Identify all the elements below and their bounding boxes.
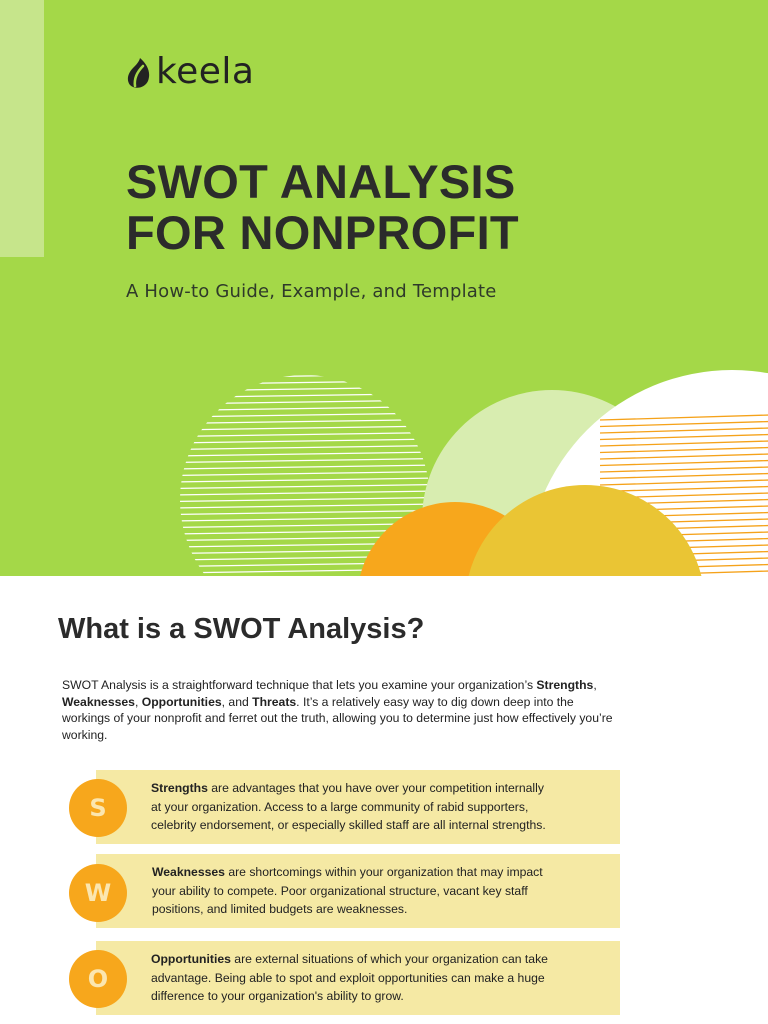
intro-separator: , — [134, 694, 142, 709]
logo-wordmark: keela — [156, 51, 255, 92]
intro-separator: , — [593, 678, 597, 692]
hatch-line — [170, 374, 440, 378]
letter-badge-w: W — [69, 864, 127, 922]
intro-separator: , and — [221, 694, 253, 709]
swot-description — [151, 950, 551, 1006]
title-line-1: SWOT ANALYSIS — [126, 155, 516, 208]
hatch-line — [170, 465, 440, 469]
hatch-line — [170, 433, 440, 437]
hatch-line — [170, 459, 440, 463]
swot-body: are shortcomings within your organization that may impact your ability to compete. Poor organizational structure, vacant key staff positions, and limited budgets are weaknesses. — [152, 865, 543, 917]
swot-term: Weaknesses — [152, 865, 225, 879]
hatch-line — [170, 420, 440, 424]
hatch-line — [170, 478, 440, 482]
letter-badge-s: S — [69, 779, 127, 837]
hatch-line — [170, 446, 440, 450]
page-subtitle: A How-to Guide, Example, and Template — [126, 281, 497, 302]
letter-badge-o: O — [69, 950, 127, 1008]
hatch-line — [170, 413, 440, 417]
swot-term: Opportunities — [151, 952, 231, 966]
intro-term-strengths: Strengths — [536, 678, 594, 692]
hatch-line — [170, 485, 440, 489]
hatch-line — [170, 439, 440, 443]
intro-term-weaknesses: Weaknesses — [62, 694, 135, 709]
hatch-line — [170, 511, 440, 515]
hatch-line — [170, 498, 440, 502]
intro-term-threats: Threats — [252, 694, 297, 709]
swot-card-weaknesses — [96, 854, 620, 928]
hatch-line — [170, 387, 440, 391]
swot-term: Strengths — [151, 781, 208, 795]
hatch-line — [170, 381, 440, 385]
swot-body: are external situations of which your organization can take advantage. Being able to spot and exploit opportunities can make a huge difference to your organization's ability to grow. — [151, 952, 548, 1004]
intro-paragraph — [62, 677, 622, 743]
hatch-line — [170, 400, 440, 404]
title-line-2: FOR NONPROFIT — [126, 206, 519, 259]
swot-description — [151, 779, 551, 835]
swot-body: are advantages that you have over your competition internally at your organization. Access to a large community of rabid supporters, celebrity endorsement, or especially skilled staff are all internal strengths. — [151, 781, 546, 833]
hatch-line — [170, 504, 440, 508]
swot-description — [152, 863, 552, 919]
intro-text: . It’s a relatively easy way to dig down deep into the workings of your nonprofit and ferret out the truth, allowing you to determine just how effectively you’re working. — [62, 694, 613, 742]
hatch-line — [170, 491, 440, 495]
hatch-line — [170, 472, 440, 476]
hatch-line — [170, 394, 440, 398]
swot-card-opportunities — [96, 941, 620, 1015]
intro-term-opportunities: Opportunities — [141, 694, 222, 709]
hatch-line — [170, 407, 440, 411]
hatch-line — [170, 452, 440, 456]
swot-card-strengths — [96, 770, 620, 844]
hatch-line — [170, 426, 440, 430]
intro-text: SWOT Analysis is a straightforward technique that lets you examine your organization’s — [62, 678, 537, 692]
section-heading: What is a SWOT Analysis? — [58, 613, 425, 645]
